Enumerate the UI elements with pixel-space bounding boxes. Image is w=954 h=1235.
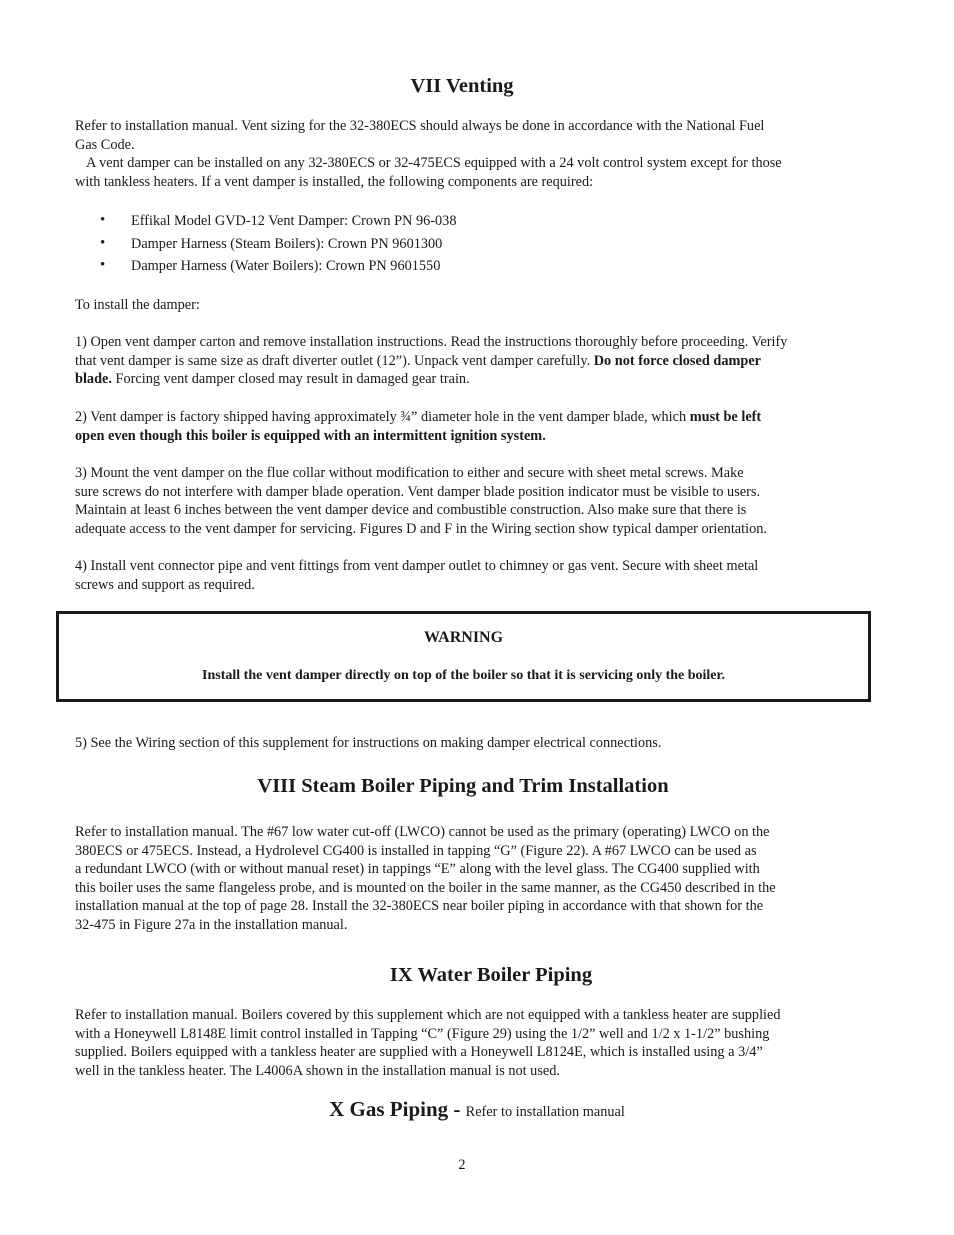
text-line: a redundant LWCO (with or without manual reset) in tappings “E” along with the level glass. The CG400 supplied with <box>75 861 760 878</box>
list-item-text: Damper Harness (Water Boilers): Crown PN 9601550 <box>131 258 441 275</box>
bullet-icon: • <box>100 257 106 274</box>
list-item-text: Damper Harness (Steam Boilers): Crown PN 9601300 <box>131 235 443 252</box>
list-item <box>100 235 456 258</box>
text-line: adequate access to the vent damper for servicing. Figures D and F in the Wiring section show typical damper orientation. <box>75 520 767 537</box>
text-line: A vent damper can be installed on any 32-380ECS or 32-475ECS equipped with a 24 volt control system except for those <box>86 155 782 172</box>
bold-warning-text: blade. <box>75 371 112 388</box>
text-line: 2) Vent damper is factory shipped having approximately ¾” diameter hole in the vent damper blade, which <box>75 409 690 425</box>
install-step-5: 5) See the Wiring section of this supplement for instructions on making damper electrical connections. <box>75 735 662 751</box>
bullet-icon: • <box>100 212 106 228</box>
text-line: 3) Mount the vent damper on the flue collar without modification to either and secure with sheet metal screws. Make <box>75 465 744 481</box>
text-line: Maintain at least 6 inches between the vent damper device and combustible construction. Also make sure that there is <box>75 502 747 519</box>
list-item <box>100 257 456 280</box>
warning-box <box>56 611 871 702</box>
text-line: well in the tankless heater. The L4006A shown in the installation manual is not used. <box>75 1062 560 1079</box>
install-step-1 <box>75 333 860 389</box>
install-step-4 <box>75 557 860 594</box>
water-piping-paragraph <box>75 1006 860 1080</box>
text-line: Refer to installation manual. Boilers covered by this supplement which are not equipped with a tankless heater are supplied <box>75 1007 781 1023</box>
gas-piping-note: Refer to installation manual <box>465 1104 625 1120</box>
steam-piping-paragraph <box>75 823 860 935</box>
required-components-list <box>100 212 456 280</box>
bullet-icon: • <box>100 234 106 251</box>
list-item-text: Effikal Model GVD-12 Vent Damper: Crown PN 96-038 <box>131 213 457 229</box>
install-step-2 <box>75 408 860 445</box>
text-line: 380ECS or 475ECS. Instead, a Hydrolevel CG400 is installed in tapping “G” (Figure 22). A #67 LWCO can be used as <box>75 842 757 859</box>
bold-warning-text: open even though this boiler is equipped with an intermittent ignition system. <box>75 427 546 444</box>
text-line: Refer to installation manual. The #67 low water cut-off (LWCO) cannot be used as the primary (operating) LWCO on the <box>75 824 770 840</box>
bold-warning-text: Do not force closed damper <box>593 352 762 369</box>
text-line: with tankless heaters. If a vent damper is installed, the following components are required: <box>75 173 594 190</box>
text-line: with a Honeywell L8148E limit control installed in Tapping “C” (Figure 29) using the 1/2” well and 1/2 x 1-1/2” bushing <box>75 1025 770 1042</box>
text-line: this boiler uses the same flangeless probe, and is mounted on the boiler in the same manner, as the CG450 described in the <box>75 879 776 896</box>
list-item <box>100 212 456 235</box>
warning-text: Install the vent damper directly on top of the boiler so that it is servicing only the boiler. <box>202 668 725 683</box>
page-number: 2 <box>458 1157 466 1173</box>
text-line: supplied. Boilers equipped with a tankless heater are supplied with a Honeywell L8124E, which is installed using a 3/4” <box>75 1044 763 1061</box>
text-line: Gas Code. <box>75 136 135 153</box>
section-heading-gas-piping <box>0 1097 954 1122</box>
text-line: 32-475 in Figure 27a in the installation manual. <box>75 916 348 933</box>
text-line: Refer to installation manual. Vent sizing for the 32-380ECS should always be done in accordance with the National Fuel <box>75 118 765 134</box>
bold-warning-text: must be left <box>689 409 762 425</box>
text-line: sure screws do not interfere with damper blade operation. Vent damper blade position indicator must be visible to users. <box>75 483 761 500</box>
section-heading-steam-piping: VIII Steam Boiler Piping and Trim Installation <box>257 775 669 797</box>
text-line: screws and support as required. <box>75 576 255 593</box>
text-line: Forcing vent damper closed may result in damaged gear train. <box>111 371 470 388</box>
gas-piping-title: X Gas Piping - <box>329 1097 466 1121</box>
text-line: 1) Open vent damper carton and remove installation instructions. Read the instructions thoroughly before proceeding. Verify <box>75 334 788 350</box>
text-line: that vent damper is same size as draft diverter outlet (12”). Unpack vent damper carefully. <box>75 352 594 369</box>
venting-intro-paragraph <box>75 117 860 191</box>
install-step-3 <box>75 464 860 538</box>
warning-title: WARNING <box>423 629 504 646</box>
text-line: installation manual at the top of page 28. Install the 32-380ECS near boiler piping in accordance with that shown for the <box>75 898 764 915</box>
section-heading-water-piping: IX Water Boiler Piping <box>389 964 593 986</box>
install-intro: To install the damper: <box>75 297 200 313</box>
section-heading-venting: VII Venting <box>410 75 514 97</box>
text-line: 4) Install vent connector pipe and vent fittings from vent damper outlet to chimney or gas vent. Secure with sheet metal <box>75 558 759 574</box>
